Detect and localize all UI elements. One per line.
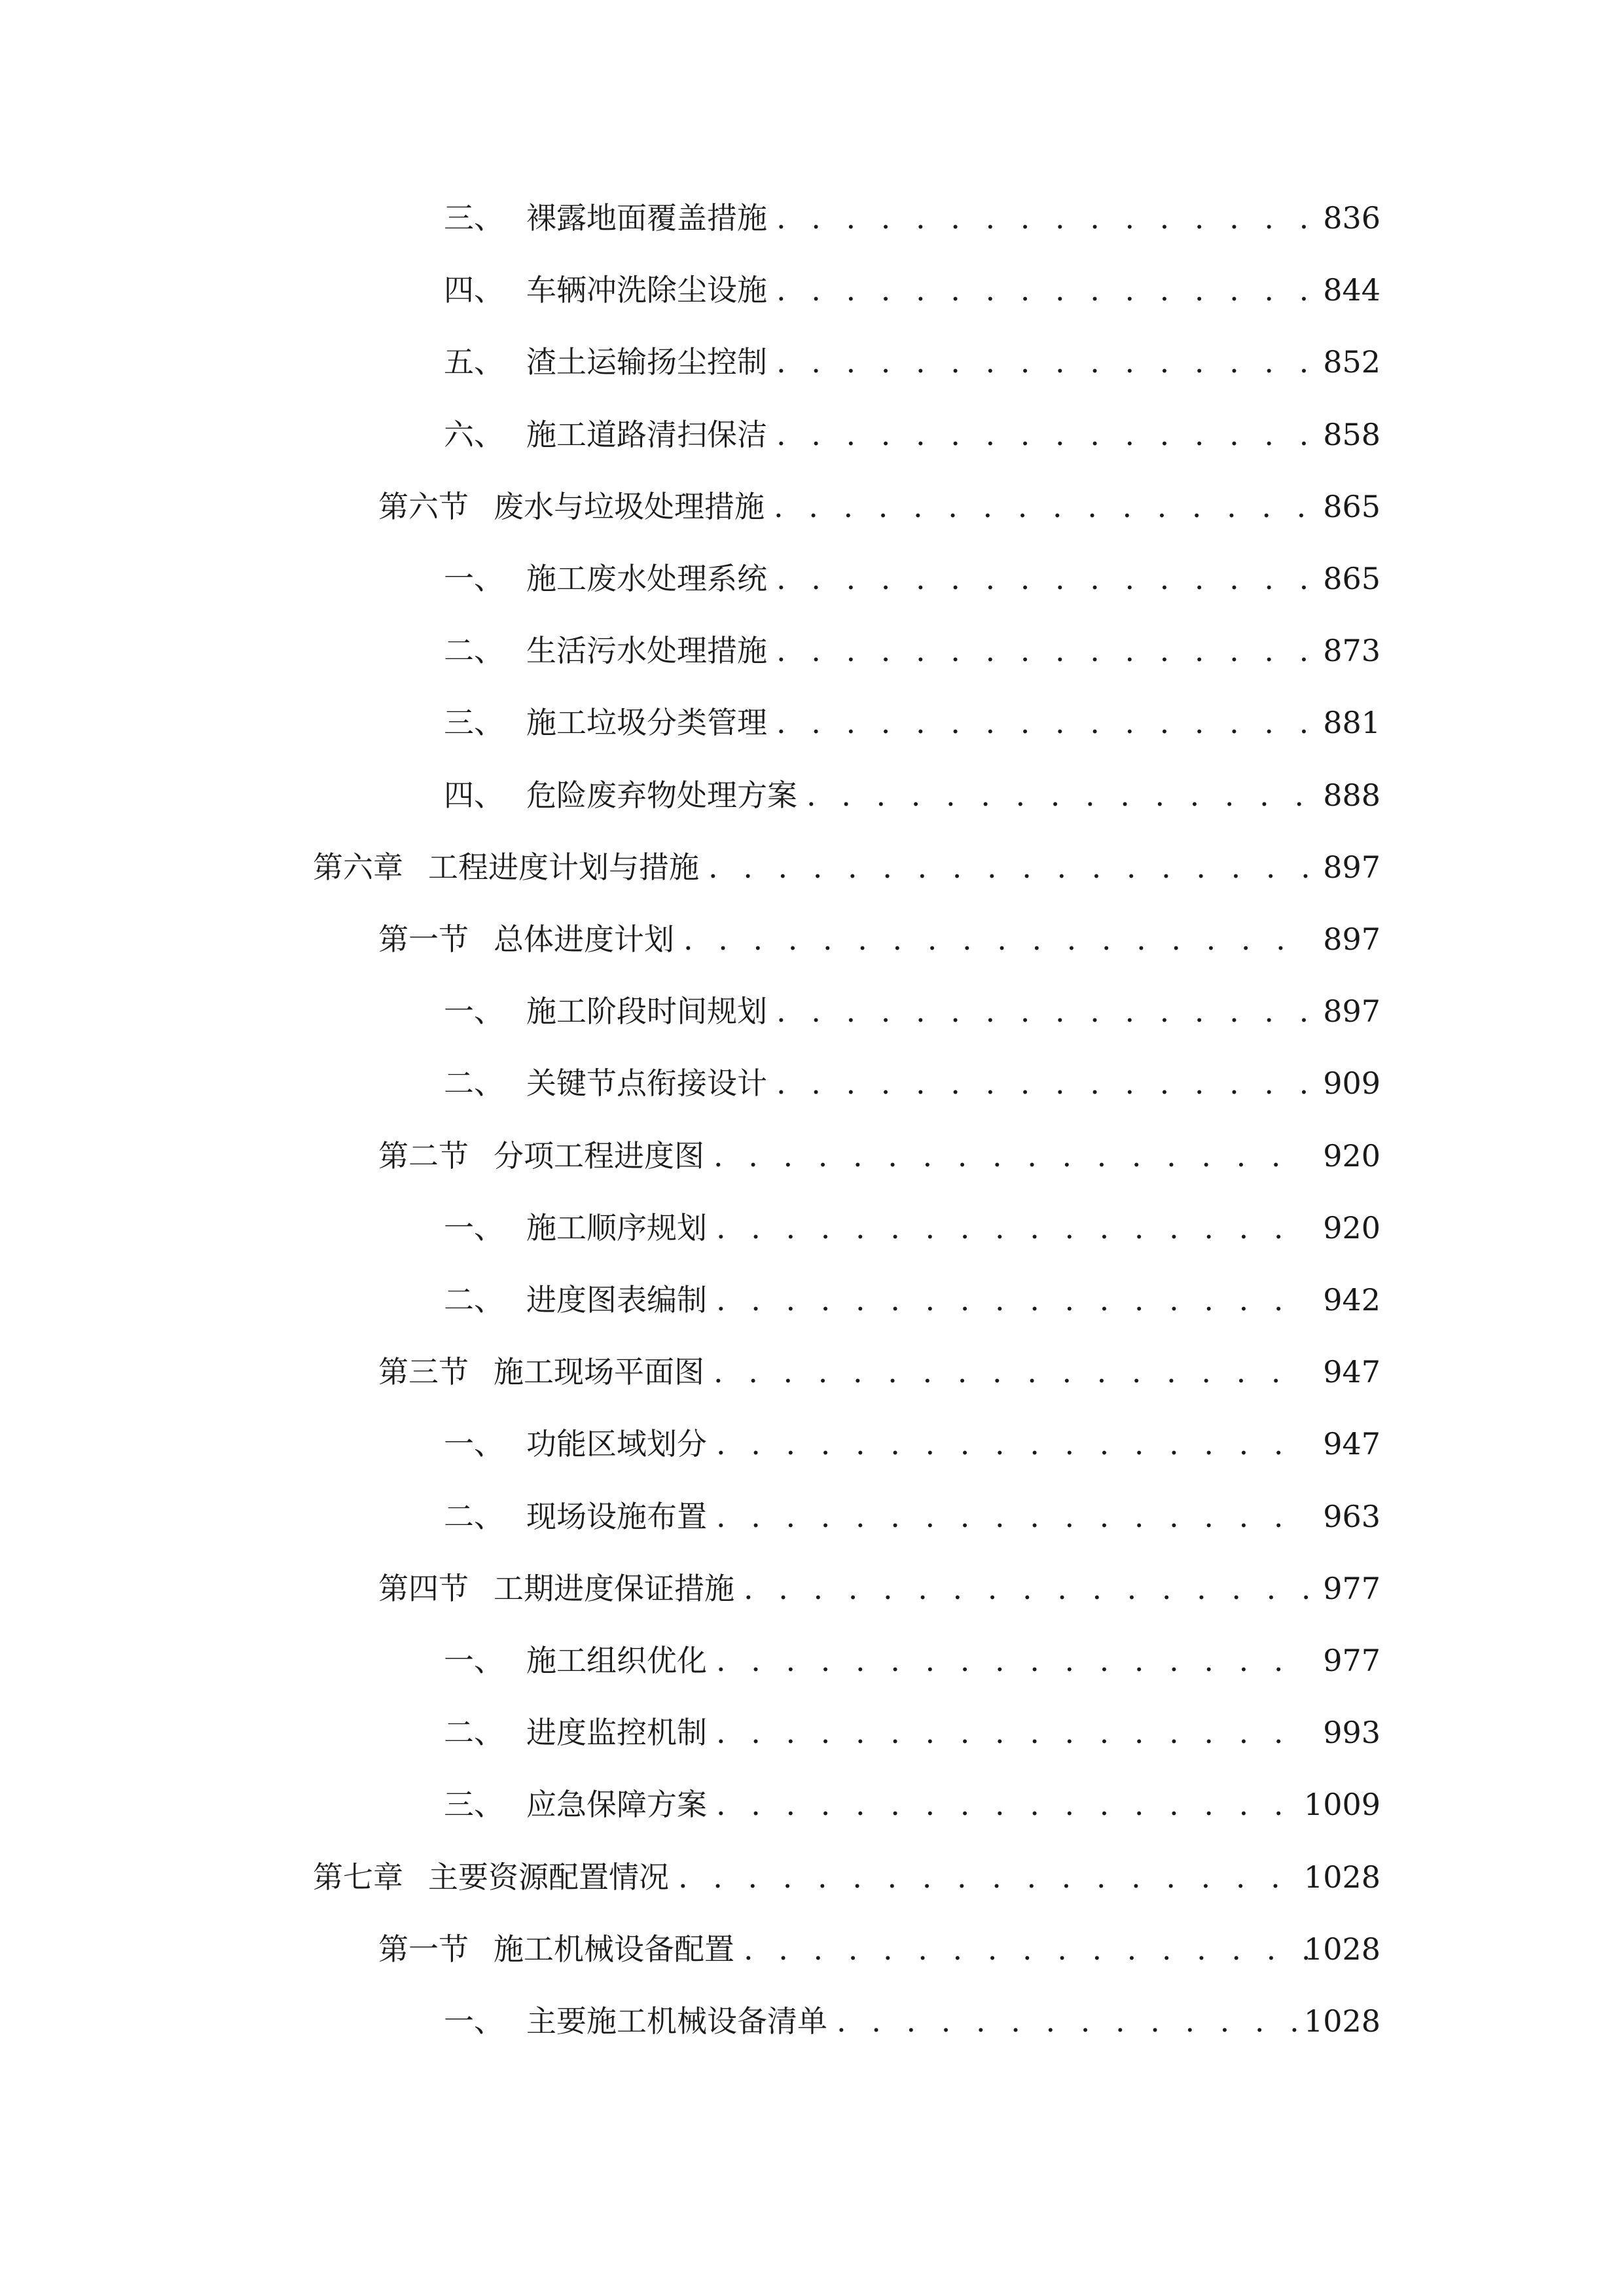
toc-dot-leader: [774, 484, 1308, 529]
toc-entry-number: 二、: [444, 1282, 504, 1318]
toc-entry-page-number: 888: [1323, 777, 1380, 813]
toc-entry-number: 第四节: [378, 1570, 469, 1606]
toc-entry-title: 渣土运输扬尘控制: [526, 344, 767, 380]
toc-entry-page-number: 897: [1323, 994, 1380, 1030]
toc-entry-page-number: 963: [1323, 1498, 1380, 1534]
toc-entry-number: 第二节: [378, 1138, 469, 1174]
toc-entry-title: 裸露地面覆盖措施: [526, 200, 767, 236]
toc-entry-title: 关键节点衔接设计: [526, 1066, 767, 1102]
toc-entry: [0, 1133, 1624, 1179]
toc-entry-title: 应急保障方案: [526, 1787, 707, 1823]
toc-dot-leader: [776, 988, 1308, 1034]
toc-entry-number: 六、: [444, 416, 504, 452]
toc-entry-number: 一、: [444, 1210, 504, 1246]
toc-entry-page-number: 897: [1323, 922, 1380, 957]
toc-entry: [0, 484, 1624, 529]
toc-entry: [0, 844, 1624, 890]
toc-entry-number: 一、: [444, 1426, 504, 1462]
toc-entry-number: 一、: [444, 561, 504, 596]
toc-entry-title: 主要资源配置情况: [428, 1859, 669, 1895]
toc-dot-leader: [776, 412, 1308, 457]
toc-dot-leader: [713, 1133, 1308, 1179]
toc-dot-leader: [716, 1638, 1308, 1683]
toc-dot-leader: [716, 1782, 1308, 1827]
toc-entry-title: 施工组织优化: [526, 1643, 707, 1678]
toc-entry: [0, 1277, 1624, 1323]
toc-entry-title: 进度图表编制: [526, 1282, 707, 1318]
toc-entry-page-number: 852: [1323, 344, 1380, 380]
toc-dot-leader: [776, 700, 1308, 745]
toc-dot-leader: [716, 1494, 1308, 1539]
toc-dot-leader: [716, 1421, 1308, 1467]
toc-entry: [0, 1349, 1624, 1395]
toc-entry: [0, 772, 1624, 818]
toc-entry-title: 车辆冲洗除尘设施: [526, 272, 767, 308]
toc-dot-leader: [716, 1205, 1308, 1251]
toc-entry: [0, 916, 1624, 962]
toc-entry-number: 一、: [444, 994, 504, 1030]
toc-entry-page-number: 947: [1323, 1426, 1380, 1462]
toc-entry-title: 废水与垃圾处理措施: [494, 488, 765, 524]
toc-entry-number: 第七章: [313, 1859, 403, 1895]
toc-entry-number: 二、: [444, 1498, 504, 1534]
toc-entry-number: 二、: [444, 633, 504, 669]
toc-entry: [0, 1205, 1624, 1251]
toc-dot-leader: [776, 195, 1308, 241]
toc-entry-title: 现场设施布置: [526, 1498, 707, 1534]
toc-entry-page-number: 993: [1323, 1715, 1380, 1751]
toc-entry-title: 施工现场平面图: [494, 1354, 704, 1390]
toc-entry: [0, 1782, 1624, 1827]
toc-entry-title: 主要施工机械设备清单: [526, 2003, 827, 2039]
toc-dot-leader: [776, 1060, 1308, 1106]
toc-entry-number: 三、: [444, 200, 504, 236]
toc-entry: [0, 1926, 1624, 1972]
toc-entry: [0, 1710, 1624, 1755]
toc-entry-title: 功能区域划分: [526, 1426, 707, 1462]
toc-entry-number: 第一节: [378, 922, 469, 957]
toc-entry-number: 四、: [444, 777, 504, 813]
toc-entry-title: 施工机械设备配置: [494, 1931, 734, 1967]
toc-entry: [0, 1060, 1624, 1106]
toc-dot-leader: [776, 339, 1308, 385]
toc-dot-leader: [716, 1277, 1308, 1323]
toc-entry-number: 二、: [444, 1066, 504, 1102]
toc-entry: [0, 339, 1624, 385]
toc-entry: [0, 556, 1624, 601]
toc-entry-page-number: 920: [1323, 1210, 1380, 1246]
toc-entry-title: 工程进度计划与措施: [428, 849, 699, 885]
toc-entry-page-number: 873: [1323, 633, 1380, 669]
toc-dot-leader: [744, 1926, 1308, 1972]
toc-entry: [0, 412, 1624, 457]
toc-entry: [0, 1421, 1624, 1467]
toc-entry-page-number: 858: [1323, 416, 1380, 452]
toc-entry-title: 生活污水处理措施: [526, 633, 767, 669]
toc-dot-leader: [806, 772, 1308, 818]
toc-entry-page-number: 1028: [1303, 1859, 1380, 1895]
toc-entry-page-number: 897: [1323, 849, 1380, 885]
toc-entry: [0, 1566, 1624, 1611]
toc-dot-leader: [713, 1349, 1308, 1395]
toc-dot-leader: [678, 1854, 1308, 1900]
toc-dot-leader: [708, 844, 1308, 890]
toc-entry-number: 一、: [444, 1643, 504, 1678]
toc-dot-leader: [683, 916, 1308, 962]
toc-dot-leader: [716, 1710, 1308, 1755]
toc-entry-page-number: 920: [1323, 1138, 1380, 1174]
toc-entry-number: 第一节: [378, 1931, 469, 1967]
toc-entry-number: 第六章: [313, 849, 403, 885]
toc-entry-title: 工期进度保证措施: [494, 1570, 734, 1606]
toc-entry-page-number: 1009: [1303, 1787, 1380, 1823]
toc-entry: [0, 1854, 1624, 1900]
toc-entry: [0, 700, 1624, 745]
toc-entry-page-number: 844: [1323, 272, 1380, 308]
toc-entry-title: 危险废弃物处理方案: [526, 777, 797, 813]
toc-dot-leader: [776, 556, 1308, 601]
toc-entry-number: 二、: [444, 1715, 504, 1751]
toc-entry-title: 分项工程进度图: [494, 1138, 704, 1174]
toc-dot-leader: [776, 267, 1308, 313]
toc-entry-number: 一、: [444, 2003, 504, 2039]
toc-entry-title: 施工顺序规划: [526, 1210, 707, 1246]
toc-entry-page-number: 865: [1323, 488, 1380, 524]
toc-entry: [0, 628, 1624, 673]
toc-entry-page-number: 977: [1323, 1570, 1380, 1606]
toc-entry-number: 第三节: [378, 1354, 469, 1390]
toc-entry-page-number: 942: [1323, 1282, 1380, 1318]
toc-entry: [0, 1494, 1624, 1539]
toc-dot-leader: [837, 1998, 1308, 2044]
toc-entry-number: 四、: [444, 272, 504, 308]
toc-entry: [0, 1998, 1624, 2044]
toc-entry-number: 三、: [444, 705, 504, 741]
toc-entry: [0, 195, 1624, 241]
toc-entry: [0, 267, 1624, 313]
toc-entry-page-number: 909: [1323, 1066, 1380, 1102]
toc-entry-page-number: 881: [1323, 705, 1380, 741]
toc-entry-title: 施工阶段时间规划: [526, 994, 767, 1030]
toc-entry: [0, 988, 1624, 1034]
toc-entry-title: 总体进度计划: [494, 922, 674, 957]
toc-entry-page-number: 836: [1323, 200, 1380, 236]
toc-entry-page-number: 947: [1323, 1354, 1380, 1390]
toc-entry-title: 施工道路清扫保洁: [526, 416, 767, 452]
toc-entry-page-number: 1028: [1303, 2003, 1380, 2039]
toc-entry-title: 施工垃圾分类管理: [526, 705, 767, 741]
toc-entry-number: 三、: [444, 1787, 504, 1823]
toc-entry-number: 五、: [444, 344, 504, 380]
toc-dot-leader: [744, 1566, 1308, 1611]
toc-entry-page-number: 865: [1323, 561, 1380, 596]
toc-entry-page-number: 977: [1323, 1643, 1380, 1678]
toc-entry-title: 施工废水处理系统: [526, 561, 767, 596]
toc-entry-title: 进度监控机制: [526, 1715, 707, 1751]
toc-entry-number: 第六节: [378, 488, 469, 524]
toc-entry: [0, 1638, 1624, 1683]
toc-entry-page-number: 1028: [1303, 1931, 1380, 1967]
toc-dot-leader: [776, 628, 1308, 673]
